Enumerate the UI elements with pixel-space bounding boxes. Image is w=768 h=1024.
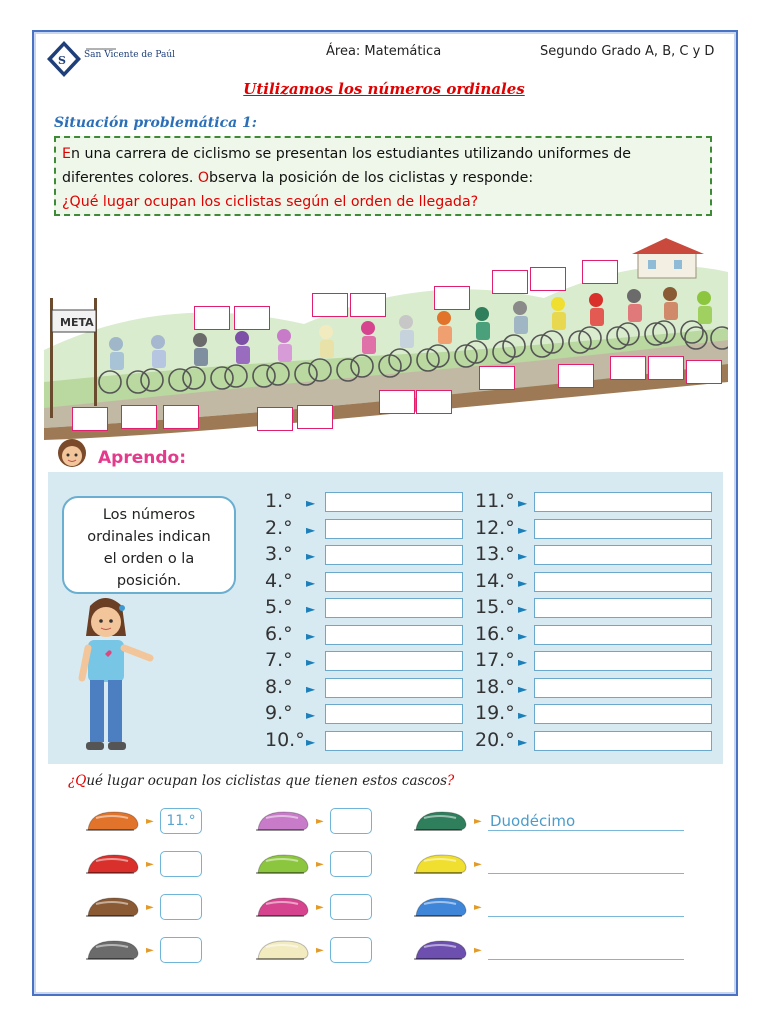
- ordinal-number: 14.°: [475, 569, 515, 592]
- arrow-right-icon: ►: [316, 902, 324, 913]
- arrow-right-icon: ►: [518, 496, 528, 510]
- ordinal-number: 5.°: [265, 596, 293, 618]
- q-close: ?: [447, 773, 455, 789]
- ordinal-answer-field[interactable]: [534, 545, 712, 565]
- position-box[interactable]: [648, 356, 684, 380]
- ordinal-answer-field[interactable]: [534, 572, 712, 592]
- position-box[interactable]: [492, 270, 528, 294]
- position-box[interactable]: [121, 405, 157, 429]
- area-label: Área: Matemática: [326, 44, 442, 59]
- finish-sign-text: META: [60, 316, 94, 329]
- ordinal-answer-field[interactable]: [534, 704, 712, 724]
- drop-cap-o: O: [197, 170, 210, 186]
- arrow-right-icon: ►: [306, 549, 316, 563]
- ordinal-answer-field[interactable]: [534, 731, 712, 751]
- girl-face-icon: [52, 436, 94, 470]
- arrow-right-icon: ►: [518, 681, 528, 696]
- ordinal-answer-field[interactable]: [325, 625, 463, 645]
- page-title: Utilizamos los números ordinales: [243, 80, 525, 98]
- ordinal-number: 6.°: [265, 622, 293, 645]
- arrow-right-icon: ►: [474, 816, 482, 827]
- arrow-right-icon: ►: [306, 602, 316, 616]
- problem-box: [54, 136, 712, 216]
- position-box[interactable]: [434, 286, 470, 310]
- ordinal-number: 17.°: [475, 649, 515, 671]
- school-name: San Vicente de Paúl: [84, 50, 176, 60]
- helmet-answer-box[interactable]: [160, 937, 202, 963]
- arrow-right-icon: ►: [306, 575, 316, 590]
- position-box[interactable]: [530, 267, 566, 291]
- q-text: ué lugar ocupan los ciclistas que tienen estos cascos: [86, 773, 448, 789]
- helmet-icon: [412, 808, 470, 836]
- ordinal-number: 13.°: [475, 543, 515, 565]
- speech-bubble: [62, 496, 236, 594]
- position-box[interactable]: [312, 293, 348, 317]
- arrow-right-icon: ►: [306, 708, 316, 722]
- bubble-line: el orden o la: [103, 551, 195, 567]
- situation-label: Situación problemática 1:: [54, 115, 257, 131]
- ordinal-number: 16.°: [475, 622, 515, 645]
- ordinal-answer-field[interactable]: [325, 678, 463, 698]
- ordinal-answer-field[interactable]: [534, 678, 712, 698]
- arrow-right-icon: ►: [518, 549, 528, 563]
- position-box[interactable]: [582, 260, 618, 284]
- problem-line-2b: bserva la posición de los ciclistas y responde:: [209, 170, 534, 186]
- arrow-right-icon: ►: [146, 945, 154, 956]
- helmet-answer-box[interactable]: [160, 894, 202, 920]
- ordinal-answer-field[interactable]: [325, 704, 463, 724]
- arrow-right-icon: ►: [306, 655, 316, 669]
- position-box[interactable]: [72, 407, 108, 431]
- problem-line-1: n una carrera de ciclismo se presentan los estudiantes utilizando uniformes de: [70, 146, 631, 162]
- arrow-right-icon: ►: [474, 859, 482, 870]
- position-box[interactable]: [163, 405, 199, 429]
- arrow-right-icon: ►: [518, 522, 528, 537]
- helmet-icon: [254, 808, 312, 836]
- helmet-icon: [254, 894, 312, 922]
- helmet-answer-text: Duodécimo: [490, 812, 576, 830]
- helmet-icon: [84, 894, 142, 922]
- helmet-icon: [84, 808, 142, 836]
- arrow-right-icon: ►: [306, 522, 316, 537]
- helmet-answer-box[interactable]: [330, 851, 372, 877]
- helmet-icon: [412, 937, 470, 965]
- ordinal-answer-field[interactable]: [325, 519, 463, 539]
- ordinal-number: 2.°: [265, 516, 293, 539]
- ordinal-number: 18.°: [475, 675, 515, 698]
- helmet-icon: [412, 894, 470, 922]
- helmet-icon: [84, 851, 142, 879]
- helmet-icon: [254, 851, 312, 879]
- ordinal-answer-field[interactable]: [534, 625, 712, 645]
- position-box[interactable]: [257, 407, 293, 431]
- arrow-right-icon: ►: [518, 575, 528, 590]
- position-box[interactable]: [297, 405, 333, 429]
- position-box[interactable]: [610, 356, 646, 380]
- helmet-answer-box[interactable]: 11.°: [160, 808, 202, 834]
- ordinal-number: 19.°: [475, 702, 515, 724]
- ordinal-answer-field[interactable]: [325, 572, 463, 592]
- helmet-icon: [412, 851, 470, 879]
- ordinal-number: 9.°: [265, 702, 293, 724]
- arrow-right-icon: ►: [316, 816, 324, 827]
- grade-label: Segundo Grado A, B, C y D: [540, 44, 715, 59]
- arrow-right-icon: ►: [474, 902, 482, 913]
- position-box[interactable]: [479, 366, 515, 390]
- drop-cap-e: E: [62, 146, 71, 162]
- helmet-answer-box[interactable]: [330, 808, 372, 834]
- position-box[interactable]: [379, 390, 415, 414]
- position-box[interactable]: [194, 306, 230, 330]
- helmet-answer-line[interactable]: [488, 873, 684, 874]
- ordinal-number: 11.°: [475, 490, 515, 512]
- ordinal-answer-field[interactable]: [325, 651, 463, 671]
- position-box[interactable]: [686, 360, 722, 384]
- arrow-right-icon: ►: [306, 734, 316, 749]
- girl-illustration: [60, 596, 170, 760]
- cycling-race-illustration: [44, 232, 728, 440]
- helmet-answer-box[interactable]: [160, 851, 202, 877]
- svg-text:S: S: [58, 54, 66, 67]
- bubble-line: ordinales indican: [87, 529, 211, 545]
- position-box[interactable]: [234, 306, 270, 330]
- arrow-right-icon: ►: [518, 708, 528, 722]
- position-box[interactable]: [416, 390, 452, 414]
- arrow-right-icon: ►: [316, 945, 324, 956]
- ordinal-answer-field[interactable]: [325, 492, 463, 512]
- arrow-right-icon: ►: [518, 655, 528, 669]
- ordinal-answer-field[interactable]: [534, 651, 712, 671]
- arrow-right-icon: ►: [146, 859, 154, 870]
- ordinal-answer-field[interactable]: [534, 492, 712, 512]
- helmet-answer-box[interactable]: [330, 937, 372, 963]
- ordinal-answer-field[interactable]: [534, 598, 712, 618]
- ordinal-answer-field[interactable]: [325, 598, 463, 618]
- ordinal-number: 4.°: [265, 569, 293, 592]
- helmet-icon: [84, 937, 142, 965]
- ordinal-number: 20.°: [475, 728, 515, 751]
- ordinal-number: 1.°: [265, 490, 293, 512]
- ordinal-answer-field[interactable]: [325, 731, 463, 751]
- arrow-right-icon: ►: [146, 902, 154, 913]
- helmet-answer-line[interactable]: [488, 830, 684, 831]
- arrow-right-icon: ►: [306, 496, 316, 510]
- ordinal-number: 7.°: [265, 649, 293, 671]
- ordinal-number: 3.°: [265, 543, 293, 565]
- q-open: ¿: [68, 773, 76, 789]
- helmet-answer-line[interactable]: [488, 916, 684, 917]
- arrow-right-icon: ►: [146, 816, 154, 827]
- q-cap: Q: [75, 773, 87, 789]
- problem-question: ¿Qué lugar ocupan los ciclistas según el orden de llegada?: [62, 194, 479, 210]
- helmet-answer-line[interactable]: [488, 959, 684, 960]
- bubble-line: posición.: [116, 573, 182, 589]
- arrow-right-icon: ►: [306, 681, 316, 696]
- position-box[interactable]: [558, 364, 594, 388]
- ordinal-answer-field[interactable]: [325, 545, 463, 565]
- ordinal-number: 8.°: [265, 675, 293, 698]
- bubble-line: Los números: [102, 507, 196, 523]
- arrow-right-icon: ►: [306, 628, 316, 643]
- ordinal-number: 12.°: [475, 516, 515, 539]
- helmet-question: [68, 773, 454, 789]
- arrow-right-icon: ►: [474, 945, 482, 956]
- ordinal-number: 10.°: [265, 728, 305, 751]
- arrow-right-icon: ►: [518, 734, 528, 749]
- aprendo-heading: Aprendo:: [98, 448, 186, 468]
- helmet-answer-box[interactable]: [330, 894, 372, 920]
- arrow-right-icon: ►: [518, 628, 528, 643]
- ordinal-number: 15.°: [475, 596, 515, 618]
- ordinal-answer-field[interactable]: [534, 519, 712, 539]
- arrow-right-icon: ►: [518, 602, 528, 616]
- position-box[interactable]: [350, 293, 386, 317]
- arrow-right-icon: ►: [316, 859, 324, 870]
- problem-line-2a: diferentes colores.: [62, 170, 198, 186]
- helmet-icon: [254, 937, 312, 965]
